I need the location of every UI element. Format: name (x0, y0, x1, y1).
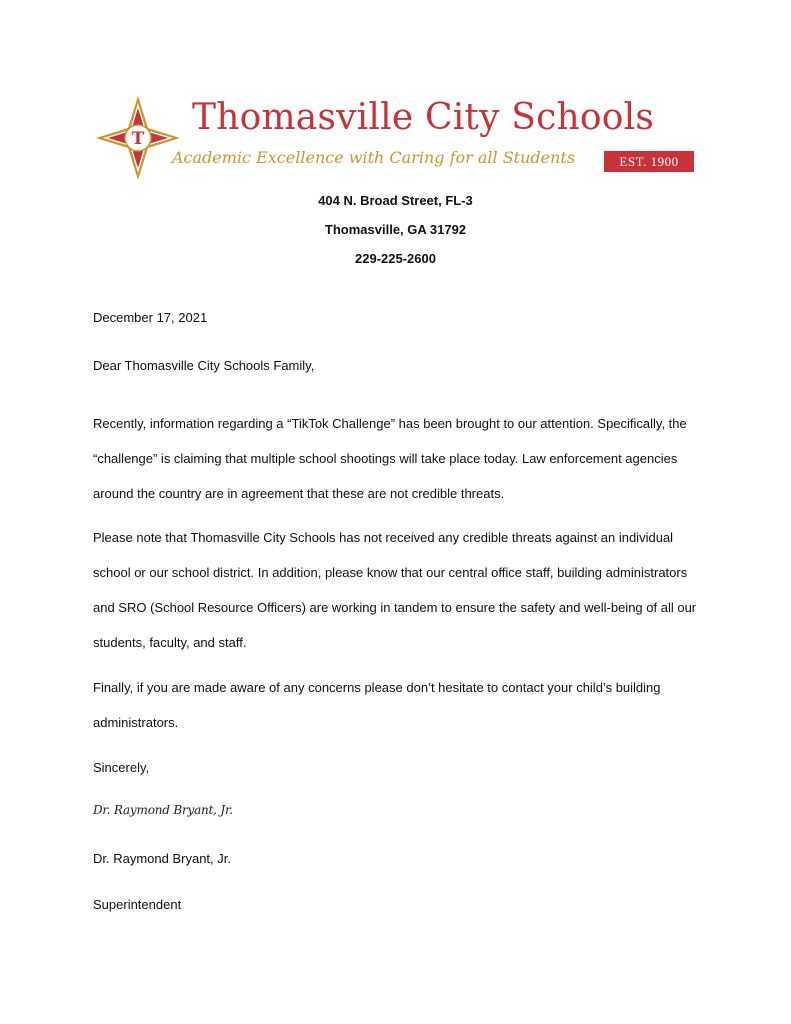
address-street: 404 N. Broad Street, FL-3 (318, 193, 473, 208)
signer-name: Dr. Raymond Bryant, Jr. (93, 851, 231, 866)
school-tagline: Academic Excellence with Caring for all Students (172, 148, 576, 167)
school-name: Thomasville City Schools (192, 97, 655, 138)
signer-title: Superintendent (93, 897, 182, 912)
paragraph-2: Please note that Thomasville City Schools has not received any credible threats against an individual school or our school district. In addition, please know that our central office staff, building administrators and SRO (School Resource Officers) are working in tandem to ensure the safety and well-being of all our students, faculty, and staff. (93, 530, 697, 650)
signature: Dr. Raymond Bryant, Jr. (93, 803, 233, 817)
address-phone: 229-225-2600 (355, 251, 436, 266)
paragraph-1: Recently, information regarding a “TikTok Challenge” has been brought to our attention. Specifically, the “challenge” is claiming that multiple school shootings will take place today. Law enforcement agencies around the country are in agreement that these are not credible threats. (93, 416, 687, 501)
paragraph-3: Finally, if you are made aware of any concerns please don’t hesitate to contact your child’s building administrators. (93, 680, 661, 730)
letter-salutation: Dear Thomasville City Schools Family, (93, 358, 315, 373)
est-badge: EST. 1900 (604, 151, 694, 172)
letterhead (94, 94, 700, 184)
school-logo-icon (94, 94, 182, 182)
logo-letter: T (131, 129, 145, 149)
address-city: Thomasville, GA 31792 (324, 222, 467, 237)
letter-date: December 17, 2021 (93, 310, 208, 325)
letter-closing: Sincerely, (93, 760, 150, 775)
